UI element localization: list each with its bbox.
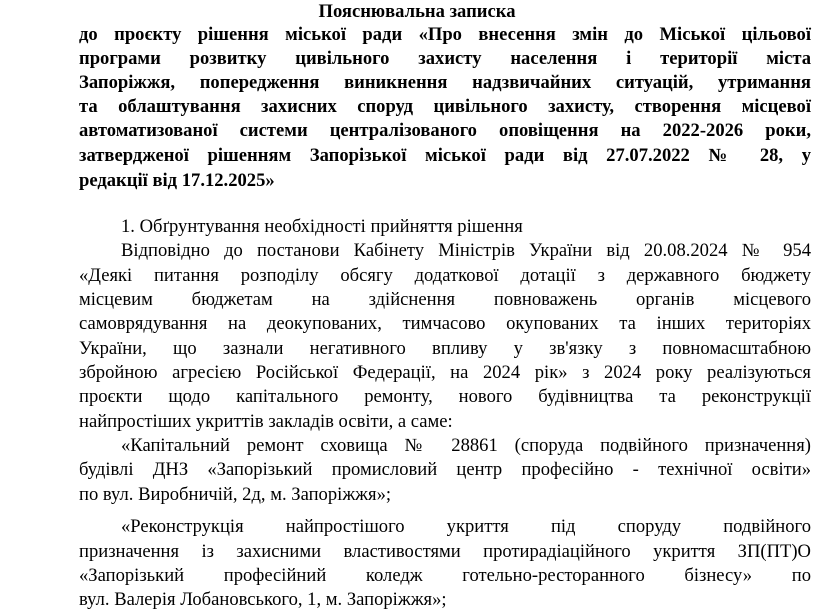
body-line: проєкти щодо капітального ремонту, нового будівництва та реконструкції bbox=[79, 386, 811, 407]
list-item-line: «Капітальний ремонт сховища № 28861 (споруда подвійного призначення) bbox=[121, 435, 811, 456]
list-item-line: «Запорізький професійний коледж готельно-ресторанного бізнесу» по bbox=[79, 565, 811, 586]
heading-line: Запоріжжя, попередження виникнення надзвичайних ситуацій, утримання bbox=[79, 72, 811, 93]
heading-line: до проєкту рішення міської ради «Про внесення змін до Міської цільової bbox=[79, 24, 811, 45]
heading-line: та облаштування захисних споруд цивільного захисту, створення місцевої bbox=[79, 96, 811, 117]
body-line: України, що зазнали негативного впливу у зв'язку з повномасштабною bbox=[79, 338, 811, 359]
body-line: збройною агресією Російської Федерації, на 2024 рік» з 2024 року реалізуються bbox=[79, 362, 811, 383]
heading-line: автоматизованої системи централізованого оповіщення на 2022-2026 роки, bbox=[79, 120, 811, 141]
list-item-line: будівлі ДНЗ «Запорізький промисловий центр професійно - технічної освіти» bbox=[79, 459, 811, 480]
list-item-line: призначення із захисними властивостями протирадіаційного укриття ЗП(ПТ)О bbox=[79, 541, 811, 562]
list-item-line: по вул. Виробничій, 2д, м. Запоріжжя»; bbox=[79, 484, 392, 505]
heading-line: затвердженої рішенням Запорізької міської ради від 27.07.2022 № 28, у bbox=[79, 145, 811, 166]
body-line: «Деякі питання розподілу обсягу додаткової дотації з державного бюджету bbox=[79, 265, 811, 286]
heading-line: редакції від 17.12.2025» bbox=[79, 170, 275, 191]
document-title: Пояснювальна записка bbox=[318, 1, 516, 22]
list-item-line: «Реконструкція найпростішого укриття під споруду подвійного bbox=[121, 516, 811, 537]
section-heading: 1. Обґрунтування необхідності прийняття рішення bbox=[121, 216, 523, 237]
body-line: найпростіших укриттів закладів освіти, а саме: bbox=[79, 411, 453, 432]
body-line: місцевим бюджетам на здійснення повноважень органів місцевого bbox=[79, 289, 811, 310]
list-item-line: вул. Валерія Лобановського, 1, м. Запоріжжя»; bbox=[79, 589, 447, 610]
heading-line: програми розвитку цивільного захисту населення і території міста bbox=[79, 48, 811, 69]
body-line: Відповідно до постанови Кабінету Міністрів України від 20.08.2024 № 954 bbox=[121, 240, 811, 261]
body-line: самоврядування на деокупованих, тимчасово окупованих та інших територіях bbox=[79, 313, 811, 334]
